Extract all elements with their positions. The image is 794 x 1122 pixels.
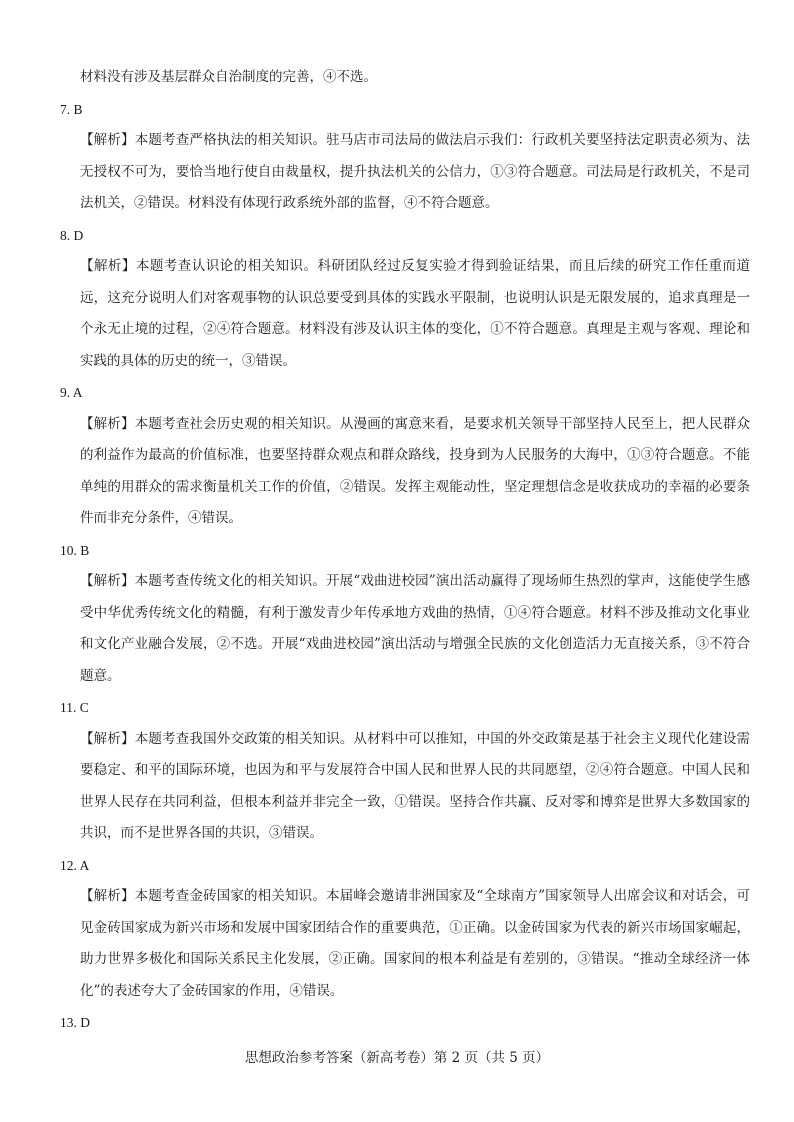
answer-content (60, 62, 750, 1039)
question-number-9: 9. A (60, 385, 83, 400)
question-number-11: 11. C (60, 700, 89, 715)
analysis-paragraph-8: 【解析】本题考查认识论的相关知识。科研团队经过反复实验才得到验证结果，而且后续的研究工作任重而道远，这充分说明人们对客观事物的认识总要受到具体的实践水平限制，也说明认识是无限发展的，追求真理是一个永无止境的过程，②④符合题意。材料没有涉及认识主体的变化，①不符合题意。真理是主观与客观、理论和实践的具体的历史的统一，③错误。 (80, 258, 750, 369)
intro-paragraph: 材料没有涉及基层群众自治制度的完善，④不选。 (80, 69, 377, 85)
analysis-paragraph-11: 【解析】本题考查我国外交政策的相关知识。从材料中可以推知，中国的外交政策是基于社会主义现代化建设需要稳定、和平的国际环境，也因为和平与发展符合中国人民和世界人民的共同愿望，②④符合题意。中国人民和世界人民存在共同利益，但根本利益并非完全一致，①错误。坚持合作共赢、反对零和博弈是世界大多数国家的共识，而不是世界各国的共识，③错误。 (80, 730, 750, 841)
analysis-paragraph-12: 【解析】本题考查金砖国家的相关知识。本届峰会邀请非洲国家及“全球南方”国家领导人出席会议和对话会，可见金砖国家成为新兴市场和发展中国家团结合作的重要典范，①正确。以金砖国家为代表的新兴市场国家崛起，助力世界多极化和国际关系民主化发展，②正确。国家间的根本利益是有差别的，③错误。“推动全球经济一体化”的表述夸大了金砖国家的作用，④错误。 (80, 888, 750, 999)
question-number-12: 12. A (60, 857, 90, 873)
analysis-paragraph-9: 【解析】本题考查社会历史观的相关知识。从漫画的寓意来看，是要求机关领导干部坚持人民至上，把人民群众的利益作为最高的价值标准，也要坚持群众观点和群众路线，投身到为人民服务的大海中，①③符合题意。不能单纯的用群众的需求衡量机关工作的价值，②错误。发挥主观能动性，坚定理想信念是收获成功的幸福的必要条件而非充分条件，④错误。 (80, 415, 750, 526)
question-number-10: 10. B (60, 542, 90, 558)
analysis-paragraph-10: 【解析】本题考查传统文化的相关知识。开展“戏曲进校园”演出活动赢得了现场师生热烈的掌声，这能使学生感受中华优秀传统文化的精髓，有利于激发青少年传承地方戏曲的热情，①④符合题意。材料不涉及推动文化事业和文化产业融合发展，②不选。开展“戏曲进校园”演出活动与增强全民族的文化创造活力无直接关系，③不符合题意。 (80, 573, 750, 684)
question-number-7: 7. B (60, 101, 83, 117)
question-number-13: 13. D (60, 1015, 90, 1030)
question-number-8: 8. D (60, 227, 84, 243)
page-footer: 思想政治参考答案（新高考卷）第 2 页（共 5 页） (244, 1050, 550, 1066)
analysis-paragraph-7: 【解析】本题考查严格执法的相关知识。驻马店市司法局的做法启示我们：行政机关要坚持法定职责必须为、法无授权不可为，要恰当地行使自由裁量权，提升执法机关的公信力，①③符合题意。司法局是行政机关，不是司法机关，②错误。材料没有体现行政系统外部的监督，④不符合题意。 (80, 132, 750, 211)
